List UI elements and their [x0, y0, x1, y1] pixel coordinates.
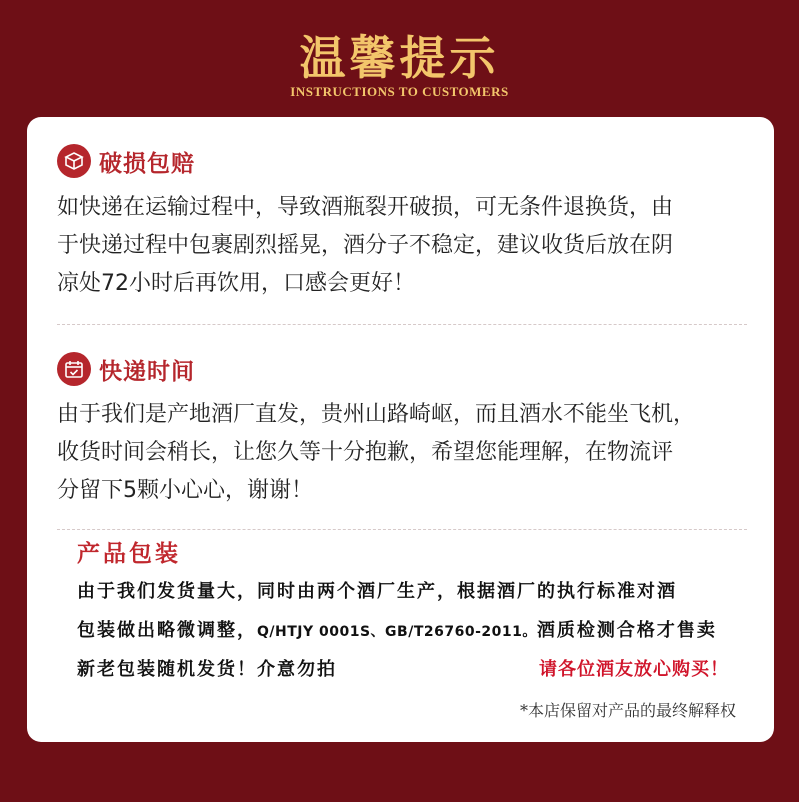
text-line: 于快递过程中包裹剧烈摇晃，酒分子不稳定，建议收货后放在阴 — [57, 233, 674, 258]
notice-card — [27, 117, 774, 742]
text-line: 收货时间会稍长，让您久等十分抱歉，希望您能理解，在物流评 — [57, 440, 674, 465]
section-damage-title: 破损包赔 — [99, 150, 195, 177]
packaging-title: 产品包装 — [77, 541, 181, 567]
packaging-line-2-suffix: 酒质检测合格才售卖 — [536, 620, 717, 641]
section-damage-header — [57, 144, 195, 178]
section-delivery-header — [57, 352, 195, 386]
divider — [57, 324, 747, 325]
page-title: 温馨提示 — [299, 31, 500, 85]
calendar-icon — [57, 352, 91, 386]
section-delivery-title: 快递时间 — [99, 358, 195, 385]
text-line: 分留下5颗小心心，谢谢！ — [57, 478, 313, 503]
text-line: 由于我们是产地酒厂直发，贵州山路崎岖，而且酒水不能坐飞机， — [57, 402, 696, 427]
section-damage-text — [57, 189, 747, 303]
section-delivery-text — [57, 396, 747, 510]
divider — [57, 529, 747, 530]
packaging-line-1: 由于我们发货量大，同时由两个酒厂生产，根据酒厂的执行标准对酒 — [77, 581, 677, 602]
text-line: 凉处72小时后再饮用，口感会更好！ — [57, 271, 415, 296]
packaging-line-3: 新老包装随机发货！介意勿拍 — [77, 659, 337, 680]
box-icon — [57, 144, 91, 178]
footnote: *本店保留对产品的最终解释权 — [519, 701, 736, 720]
packaging-line-2 — [77, 616, 717, 642]
packaging-standard-code: Q/HTJY 0001S、GB/T26760-2011。 — [257, 624, 537, 640]
buy-with-confidence-text: 请各位酒友放心购买！ — [539, 659, 729, 680]
text-line: 如快递在运输过程中，导致酒瓶裂开破损，可无条件退换货，由 — [57, 195, 674, 220]
packaging-line-2-prefix: 包装做出略微调整， — [77, 620, 257, 641]
page-subtitle: INSTRUCTIONS TO CUSTOMERS — [290, 84, 509, 99]
